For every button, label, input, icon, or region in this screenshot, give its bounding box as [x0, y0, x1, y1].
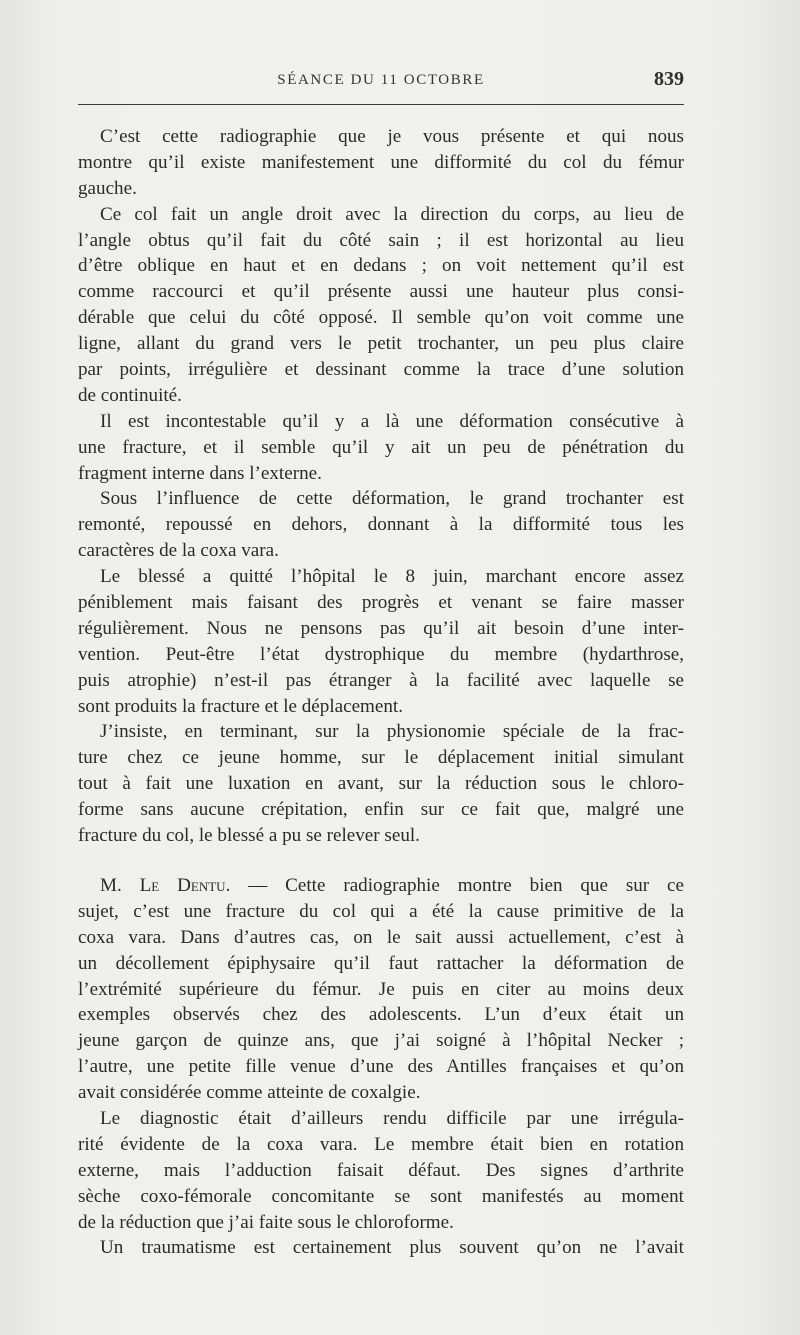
paragraph [78, 202, 684, 409]
text-line: l’angle obtus qu’il fait du côté sain ; il est horizontal au lieu [78, 229, 684, 251]
text-line: jeune garçon de quinze ans, que j’ai soigné à l’hôpital Necker ; [78, 1030, 684, 1052]
text-line: Il est incontestable qu’il y a là une déformation consécutive à [100, 410, 684, 432]
text-line: dérable que celui du côté opposé. Il semble qu’on voit comme une [78, 307, 684, 329]
speaker-line [78, 873, 684, 899]
text-line: par points, irrégulière et dessinant comme la trace d’une solution [78, 359, 684, 381]
text-line: de la réduction que j’ai faite sous le chloroforme. [78, 1211, 454, 1233]
running-title: SÉANCE DU 11 OCTOBRE [277, 72, 485, 88]
text-line: sont produits la fracture et le déplacement. [78, 695, 403, 717]
text-line: Sous l’influence de cette déformation, le grand trochanter est [100, 488, 684, 510]
paragraph [78, 564, 684, 719]
text-line: remonté, repoussé en dehors, donnant à la difformité tous les [78, 514, 684, 536]
text-line: un décollement épiphysaire qu’il faut rattacher la déformation de [78, 952, 684, 974]
text-line: C’est cette radiographie que je vous présente et qui nous [100, 126, 684, 147]
text-line: montre qu’il existe manifestement une difformité du col du fémur [78, 151, 684, 173]
text-line: caractères de la coxa vara. [78, 540, 279, 562]
text-line: fracture du col, le blessé a pu se relever seul. [78, 825, 420, 847]
text-line: puis atrophie) n’est-il pas étranger à la facilité avec laquelle se [78, 669, 684, 691]
text-line: gauche. [78, 177, 137, 199]
text-line: comme raccourci et qu’il présente aussi une hauteur plus consi- [78, 281, 684, 303]
text-line: coxa vara. Dans d’autres cas, on le sait aussi actuellement, c’est à [78, 926, 684, 948]
text-line: exemples observés chez des adolescents. L’un d’eux était un [78, 1004, 684, 1026]
paragraph [78, 409, 684, 487]
paragraph [78, 1106, 684, 1235]
paragraph [78, 486, 684, 564]
text-line: l’extrémité supérieure du fémur. Je puis en citer au moins deux [78, 978, 684, 1000]
text-line: Un traumatisme est certainement plus souvent qu’on ne l’avait [100, 1237, 684, 1259]
section-gap [78, 849, 684, 873]
text-line: Ce col fait un angle droit avec la direction du corps, au lieu de [100, 203, 684, 225]
text-line: ture chez ce jeune homme, sur le déplacement initial simulant [78, 747, 684, 769]
paragraph [78, 719, 684, 848]
running-head [78, 62, 684, 102]
body-text [78, 124, 684, 1261]
speaker-name: Le Dentu [139, 874, 226, 896]
text-line: J’insiste, en terminant, sur la physionomie spéciale de la frac- [100, 721, 684, 743]
text-line: Le diagnostic était d’ailleurs rendu difficile par une irrégula- [100, 1107, 684, 1129]
text-line: Le blessé a quitté l’hôpital le 8 juin, marchant encore assez [100, 566, 684, 588]
text-line: l’autre, une petite fille venue d’une des Antilles françaises et qu’on [78, 1056, 684, 1078]
text-line: fragment interne dans l’externe. [78, 462, 322, 484]
text-line: rité évidente de la coxa vara. Le membre était bien en rotation [78, 1133, 684, 1155]
text-line: ligne, allant du grand vers le petit trochanter, un peu plus claire [78, 333, 684, 355]
text-line: avait considérée comme atteinte de coxalgie. [78, 1082, 421, 1104]
text-line: péniblement mais faisant des progrès et venant se faire masser [78, 592, 684, 614]
text-line: externe, mais l’adduction faisait défaut. Des signes d’arthrite [78, 1159, 684, 1181]
text-line: régulièrement. Nous ne pensons pas qu’il ait besoin d’une inter- [78, 617, 684, 639]
text-line: une fracture, et il semble qu’il y ait un peu de pénétration du [78, 436, 684, 458]
paragraph [78, 873, 684, 1106]
text-line: forme sans aucune crépitation, enfin sur ce fait que, malgré une [78, 799, 684, 821]
speaker-prefix: M. [100, 874, 122, 896]
paragraph [78, 1235, 684, 1261]
speaker-line-text: . — Cette radiographie montre bien que sur ce [225, 874, 684, 896]
text-line: de continuité. [78, 384, 182, 406]
text-line: sujet, c’est une fracture du col qui a été la cause primitive de la [78, 900, 684, 922]
text-line: d’être oblique en haut et en dedans ; on voit nettement qu’il est [78, 255, 684, 277]
paragraph [78, 124, 684, 202]
text-line: vention. Peut-être l’état dystrophique du membre (hydarthrose, [78, 643, 684, 665]
text-line: sèche coxo-fémorale concomitante se sont manifestés au moment [78, 1185, 684, 1207]
text-line: tout à fait une luxation en avant, sur la réduction sous le chloro- [78, 773, 684, 795]
page-number: 839 [654, 68, 684, 90]
header-rule [78, 104, 684, 105]
